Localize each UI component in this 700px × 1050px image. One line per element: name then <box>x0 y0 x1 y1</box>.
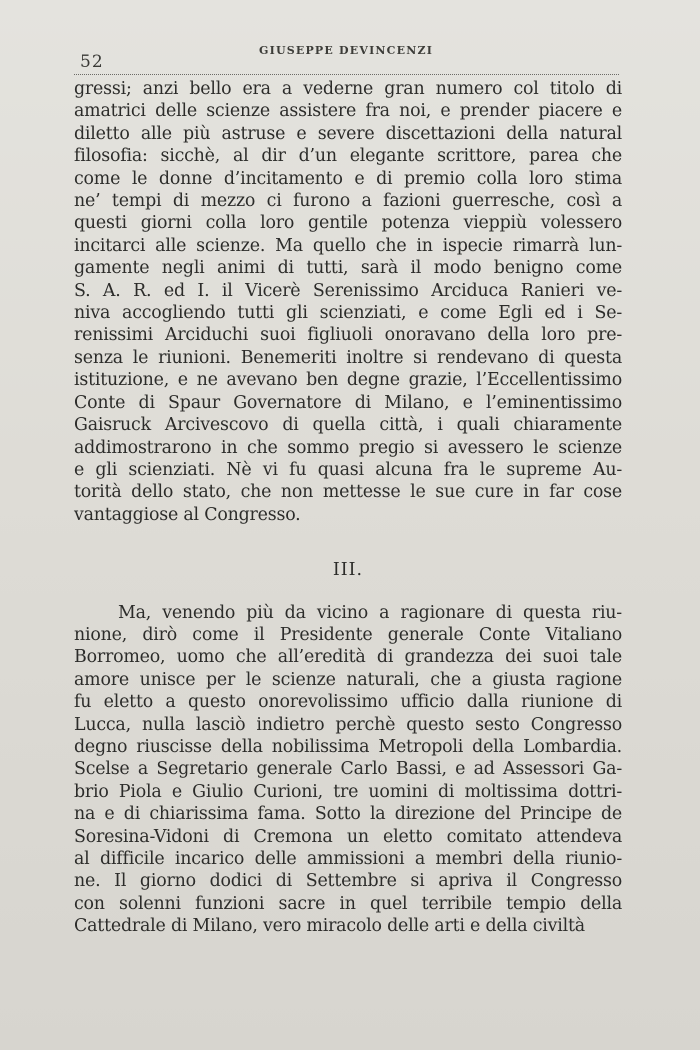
text-line: amatrici delle scienze assistere fra noi, e prender piacere e <box>74 101 622 122</box>
text-line: brio Piola e Giulio Curioni, tre uomini di moltissima dottri- <box>74 781 622 802</box>
text-line: amore unisce per le scienze naturali, che a giusta ragione <box>74 669 622 690</box>
page-number: 52 <box>80 52 104 72</box>
running-head: GIUSEPPE DEVINCENZI <box>259 44 434 57</box>
text-line: filosofia: sicchè, al dir d’un elegante scrittore, parea che <box>74 146 622 167</box>
text-line: ne. Il giorno dodici di Settembre si apriva il Congresso <box>74 871 622 892</box>
text-line: Scelse a Segretario generale Carlo Bassi, e ad Assessori Ga- <box>74 759 622 780</box>
text-line: incitarci alle scienze. Ma quello che in ispecie rimarrà lun- <box>74 235 622 256</box>
text-line: S. A. R. ed I. il Vicerè Serenissimo Arciduca Ranieri ve- <box>74 280 622 301</box>
text-line: na e di chiarissima fama. Sotto la direzione del Principe de <box>74 804 622 825</box>
text-line: istituzione, e ne avevano ben degne grazie, l’Eccellentissimo <box>74 370 622 391</box>
text-line: renissimi Arciduchi suoi figliuoli onoravano della loro pre- <box>74 325 622 346</box>
text-line: Borromeo, uomo che all’eredità di grandezza dei suoi tale <box>74 647 622 668</box>
text-line: ne’ tempi di mezzo ci furono a fazioni guerresche, così a <box>74 191 622 212</box>
header-rule <box>74 74 619 75</box>
text-line: Cattedrale di Milano, vero miracolo delle arti e della civiltà <box>74 916 585 937</box>
text-line: come le donne d’incitamento e di premio colla loro stima <box>74 168 622 189</box>
paragraph-2 <box>74 602 622 938</box>
section-heading: III. <box>332 560 364 581</box>
text-line: Soresina-Vidoni di Cremona un eletto comitato attendeva <box>74 826 622 847</box>
body-text <box>74 78 622 938</box>
text-line: torità dello stato, che non mettesse le sue cure in far cose <box>74 482 622 503</box>
text-line: nione, dirò come il Presidente generale Conte Vitaliano <box>74 624 622 645</box>
text-line: al difficile incarico delle ammissioni a membri della riunio- <box>74 849 622 869</box>
text-line: gamente negli animi di tutti, sarà il modo benigno come <box>74 258 622 279</box>
text-line: questi giorni colla loro gentile potenza vieppiù volessero <box>74 213 622 234</box>
text-line: Gaisruck Arcivescovo di quella città, i quali chiaramente <box>74 415 622 436</box>
text-line: con solenni funzioni sacre in quel terribile tempio della <box>74 893 622 914</box>
text-line: senza le riunioni. Benemeriti inoltre si rendevano di questa <box>74 347 622 368</box>
text-line: fu eletto a questo onorevolissimo ufficio dalla riunione di <box>74 692 622 713</box>
text-line: gressi; anzi bello era a vederne gran numero col titolo di <box>74 79 622 99</box>
text-line: niva accogliendo tutti gli scienziati, e come Egli ed i Se- <box>74 303 622 324</box>
text-line: e gli scienziati. Nè vi fu quasi alcuna fra le supreme Au- <box>74 459 622 480</box>
text-line: Ma, venendo più da vicino a ragionare di questa riu- <box>118 602 622 623</box>
text-line: vantaggiose al Congresso. <box>74 504 301 525</box>
text-line: degno riuscisse della nobilissima Metropoli della Lombardia. <box>74 736 622 757</box>
text-line: diletto alle più astruse e severe discettazioni della natural <box>74 123 622 144</box>
page-header <box>74 40 624 80</box>
paragraph-1 <box>74 78 622 526</box>
text-line: Lucca, nulla lasciò indietro perchè questo sesto Congresso <box>74 714 622 735</box>
text-line: Conte di Spaur Governatore di Milano, e l’eminentissimo <box>74 392 622 413</box>
text-line: addimostrarono in che sommo pregio si avessero le scienze <box>74 437 622 458</box>
